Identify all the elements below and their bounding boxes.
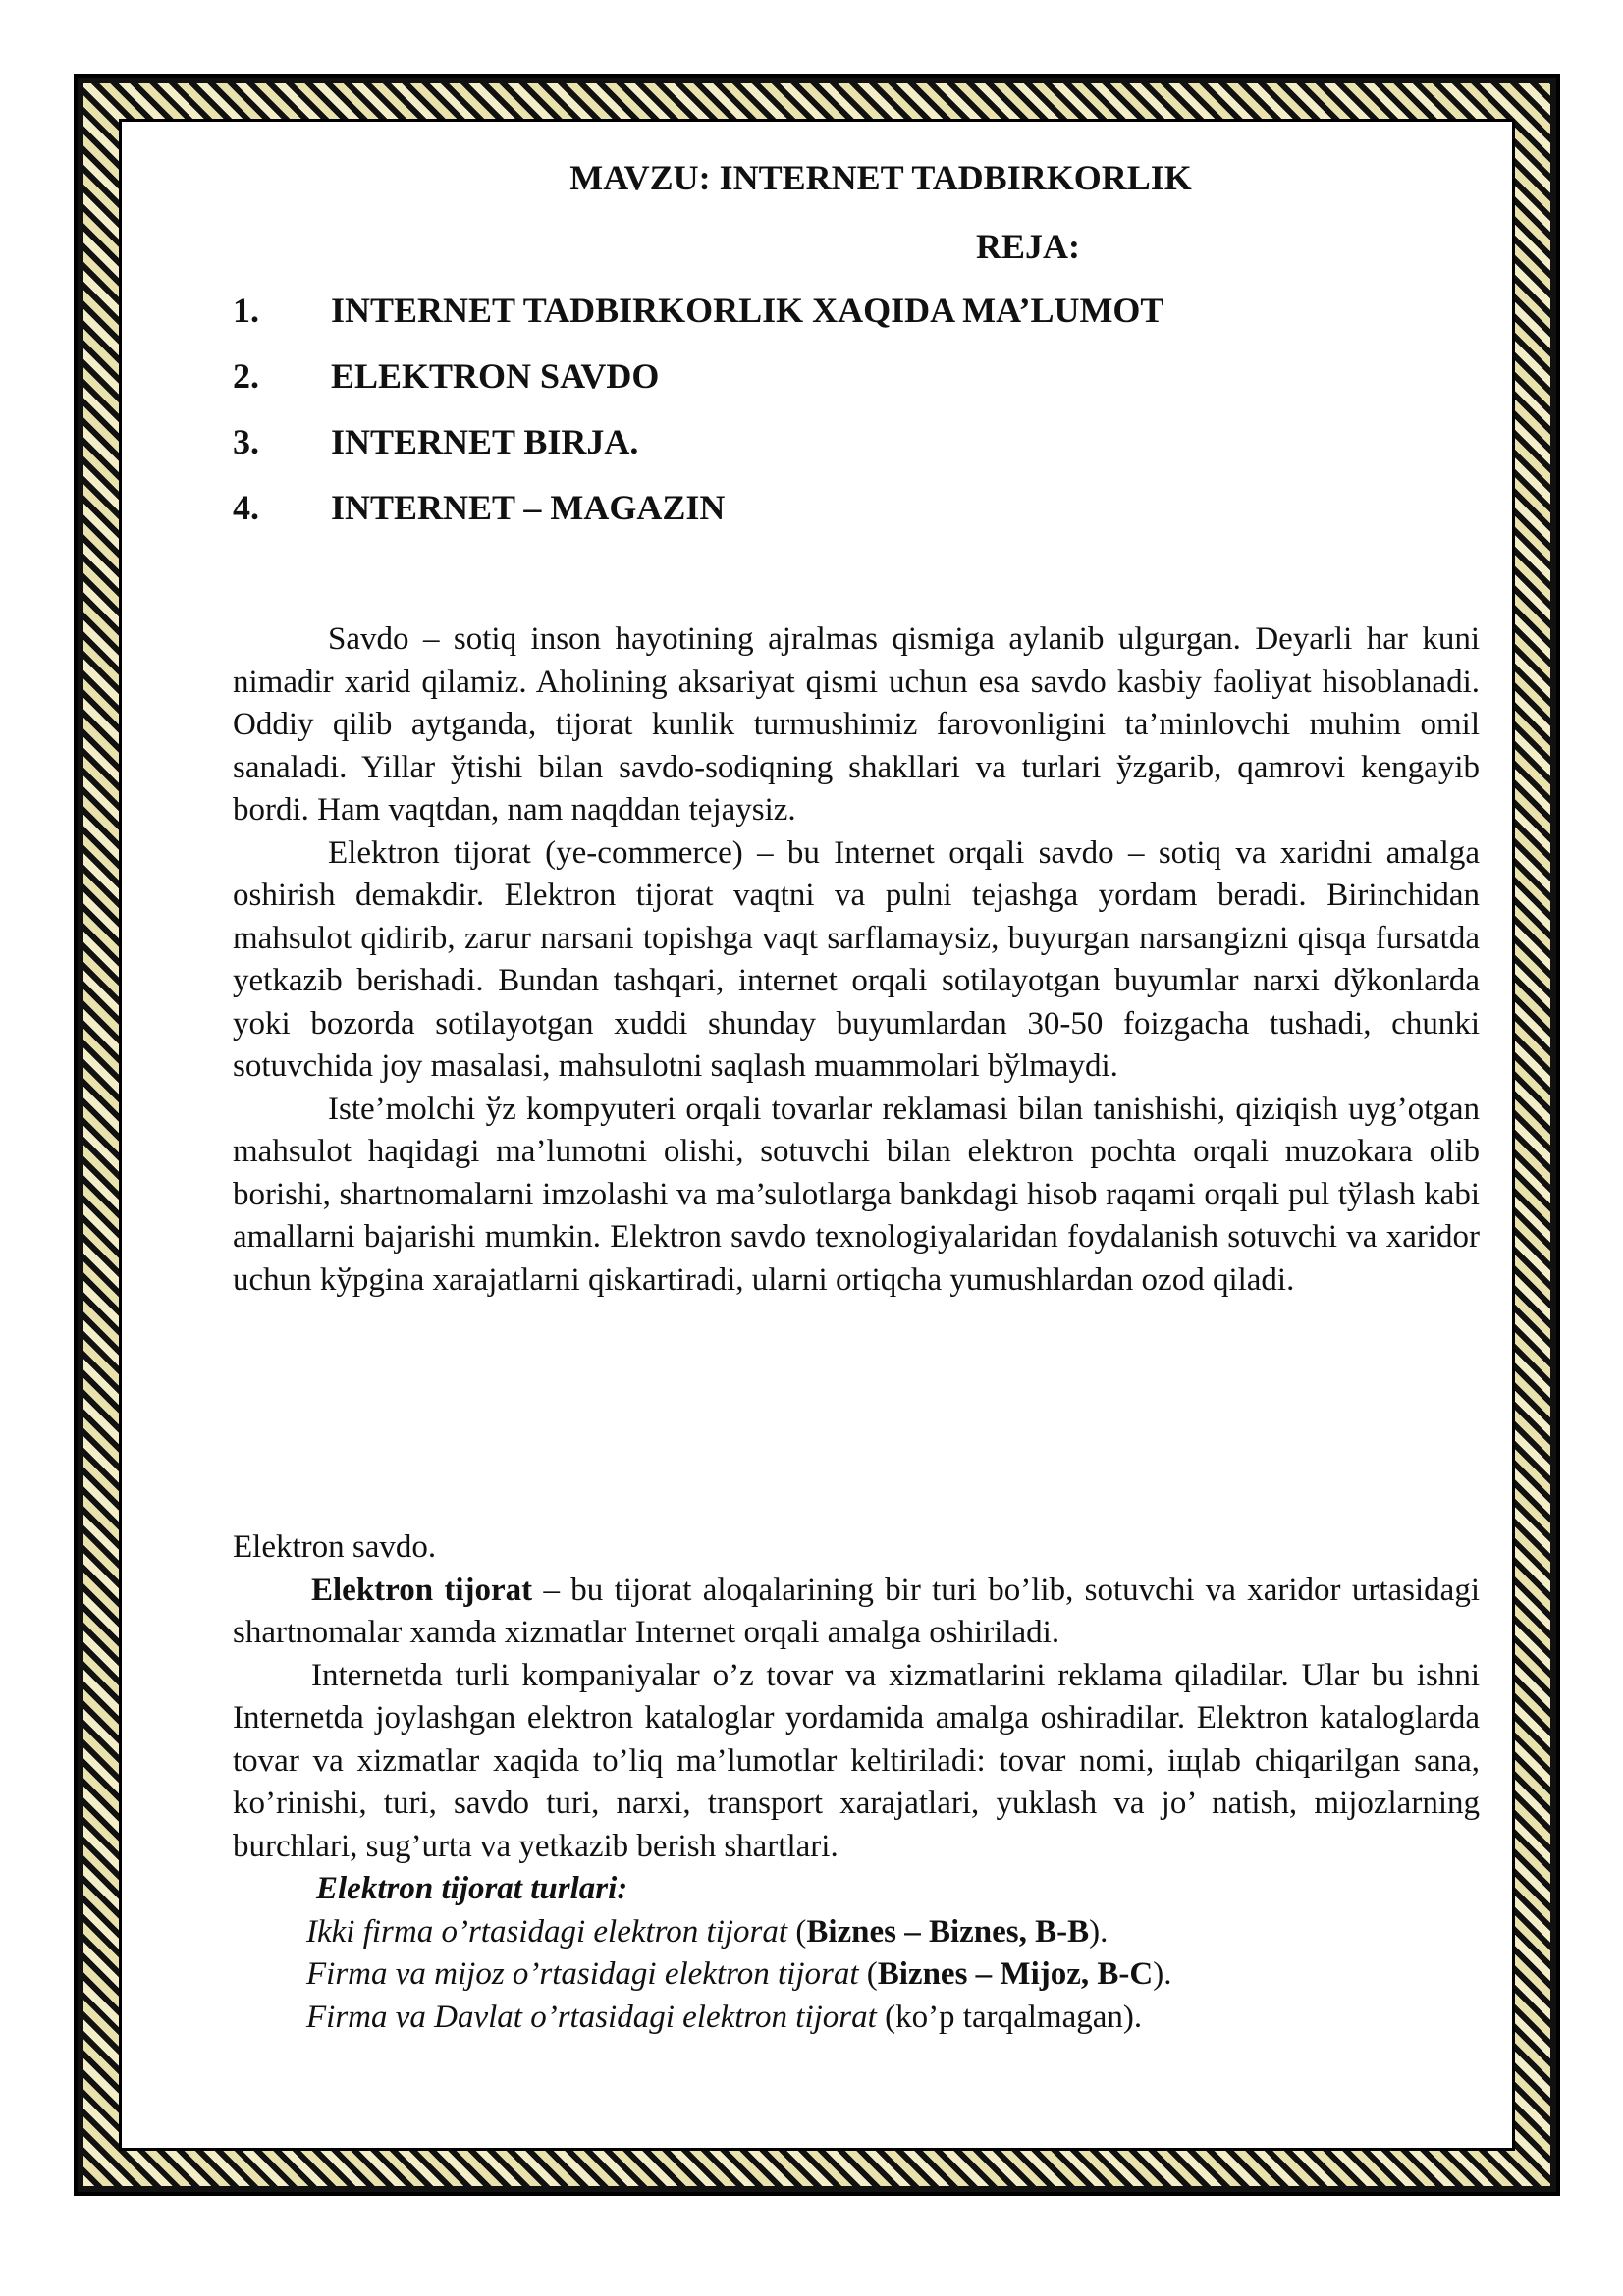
plan-item bbox=[233, 487, 1163, 553]
type-paren-close: ). bbox=[1089, 1913, 1109, 1949]
plan-item-text: INTERNET – MAGAZIN bbox=[331, 488, 726, 527]
body-paragraph: Elektron tijorat (ye-commerce) – bu Internet orqali savdo – sotiq va xaridni amalga oshirish demakdir. Elektron tijorat vaqtni va pulni tejashga yordam beradi. Birinchidan mahsulot qidirib, zarur narsani topishga vaqt sarflamaysiz, buyurgan narsangizni qisqa fursatda yetkazib berishadi. Bundan tashqari, internet orqali sotilayotgan buyumlar narxi dўkonlarda yoki bozorda sotilayotgan xuddi shunday buyumlardan 30-50 foizgacha tushadi, chunki sotuvchida joy masalasi, mahsulotni saqlash muammolari bўlmaydi. bbox=[233, 834, 1480, 1084]
type-paren-open: ( bbox=[876, 1999, 896, 2035]
section-title: Elektron savdo. bbox=[233, 1529, 437, 1565]
type-description: Firma va mijoz o’rtasidagi elektron tijorat bbox=[306, 1956, 859, 1992]
plan-item-text: INTERNET TADBIRKORLIK XAQIDA MA’LUMOT bbox=[331, 291, 1164, 330]
type-description: Firma va Davlat o’rtasidagi elektron tijorat bbox=[306, 1999, 877, 2035]
document-topic: MAVZU: INTERNET TADBIRKORLIK bbox=[569, 158, 1192, 197]
plan-item-number: 3. bbox=[233, 422, 259, 461]
definition-paragraph bbox=[233, 1570, 1480, 1655]
plan-item-number: 4. bbox=[233, 488, 259, 527]
plan-item bbox=[233, 421, 1163, 487]
plan-item-number: 1. bbox=[233, 291, 259, 330]
definition-text: – bu tijorat aloqalarining bir turi bo’lib, sotuvchi va xaridor urtasidagi shartnomalar xamda xizmatlar Internet orqali amalga oshiriladi. bbox=[233, 1572, 1480, 1650]
type-item bbox=[233, 1953, 1480, 1997]
type-item bbox=[233, 1911, 1480, 1954]
type-paren-open: ( bbox=[858, 1956, 878, 1992]
body-paragraph: Savdo – sotiq inson hayotining ajralmas qismiga aylanib ulgurgan. Deyarli har kuni nimadir xarid qilamiz. Aholining aksariyat qismi uchun esa savdo kasbiy faoliyat hisoblanadi. Oddiy qilib aytganda, tijorat kunlik turmushimiz farovonligini ta’minlovchi muhim omil sanaladi. Yillar ўtishi bilan savdo-sodiqning shakllari va turlari ўzgarib, qamrovi kengayib bordi. Ham vaqtdan, nam naqddan tejaysiz. bbox=[233, 621, 1480, 828]
definition-term: Elektron tijorat bbox=[311, 1572, 533, 1608]
type-description: Ikki firma o’rtasidagi elektron tijorat bbox=[306, 1913, 788, 1949]
plan-heading: REJA: bbox=[976, 227, 1080, 266]
plan-item-text: ELEKTRON SAVDO bbox=[331, 356, 660, 396]
intro-text bbox=[233, 618, 1480, 1302]
type-paren-open: ( bbox=[787, 1913, 807, 1949]
type-item bbox=[233, 1997, 1480, 2040]
type-code: Biznes – Mijoz, B-C bbox=[877, 1956, 1154, 1992]
types-heading: Elektron tijorat turlari: bbox=[316, 1871, 628, 1906]
plan-item bbox=[233, 355, 1163, 421]
plan-item-text: INTERNET BIRJA. bbox=[331, 422, 639, 461]
plan-list bbox=[233, 290, 1163, 553]
body-paragraph: Iste’molchi ўz kompyuteri orqali tovarlar reklamasi bilan tanishishi, qiziqish uyg’otgan mahsulot haqidagi ma’lumotni olishi, sotuvchi bilan elektron pochta orqali muzokara olib borishi, shartnomalarni imzolashi va ma’sulotlarga bankdagi hisob raqami orqali pul tўlash kabi amallarni bajarishi mumkin. Elektron savdo texnologiyalaridan foydalanish sotuvchi va xaridor uchun kўpgina xarajatlarni qiskartiradi, ularni ortiqcha yumushlardan ozod qiladi. bbox=[233, 1091, 1480, 1298]
type-code: Biznes – Biznes, B-B bbox=[806, 1913, 1090, 1949]
plan-item bbox=[233, 290, 1163, 355]
plan-item-number: 2. bbox=[233, 356, 259, 396]
body-paragraph: Internetda turli kompaniyalar o’z tovar va xizmatlarini reklama qiladilar. Ular bu ishni Internetda joylashgan elektron kataloglar yordamida amalga oshiradilar. Elektron kataloglarda tovar va xizmatlar xaqida to’liq ma’lumotlar keltiriladi: tovar nomi, iщlab chiqarilgan sana, ko’rinishi, turi, savdo turi, narxi, transport xarajatlari, yuklash va jo’ natish, mijozlarning burchlari, sug’urta va yetkazib berish shartlari. bbox=[233, 1657, 1480, 1864]
section-elektron-savdo bbox=[233, 1526, 1480, 2039]
type-paren-close: ko’p tarqalmagan). bbox=[895, 1999, 1143, 2035]
type-paren-close: ). bbox=[1153, 1956, 1172, 1992]
